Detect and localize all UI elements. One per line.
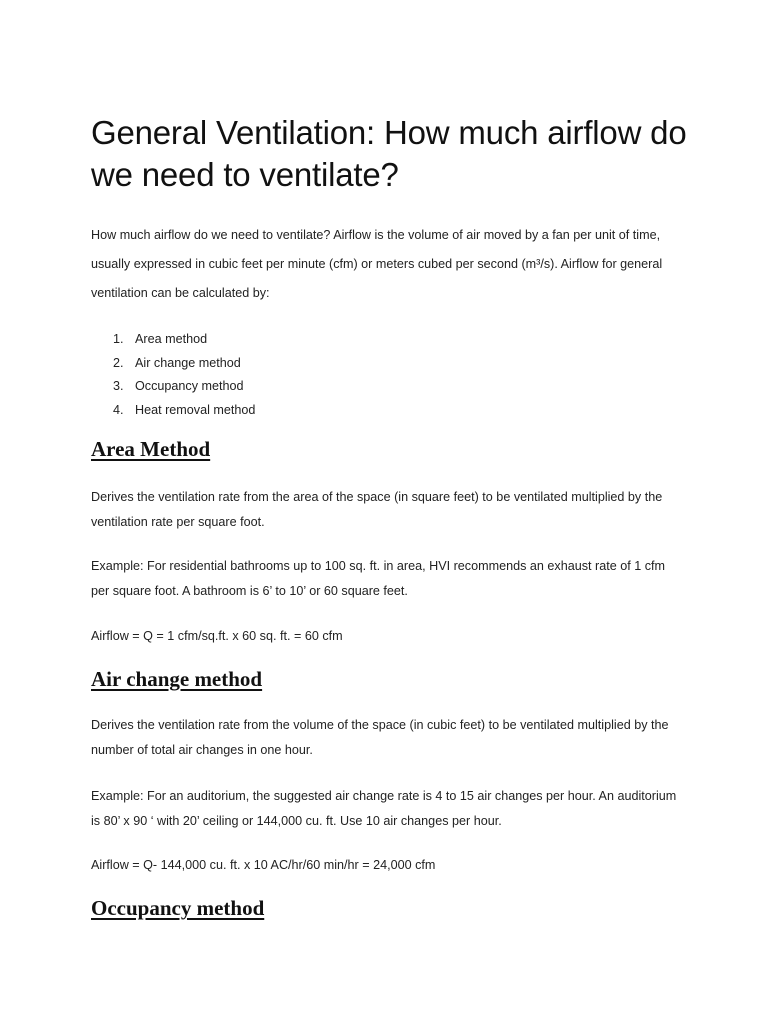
- area-method-example: Example: For residential bathrooms up to 100 sq. ft. in area, HVI recommends an exhaust rate of 1 cfm per square foot. A bathroom is 6’ to 10’ or 60 square feet.: [91, 559, 665, 598]
- area-method-formula: Airflow = Q = 1 cfm/sq.ft. x 60 sq. ft. = 60 cfm: [91, 629, 343, 643]
- air-change-method-heading: Air change method: [91, 667, 263, 691]
- list-item-label: Area method: [135, 332, 208, 346]
- list-item: [91, 400, 255, 424]
- list-item: [91, 353, 255, 377]
- list-item-number: 2.: [113, 355, 124, 370]
- list-item-label: Heat removal method: [135, 402, 256, 417]
- air-change-method-formula: Airflow = Q- 144,000 cu. ft. x 10 AC/hr/60 min/hr = 24,000 cfm: [91, 858, 436, 872]
- list-item: [91, 329, 255, 353]
- intro-paragraph: How much airflow do we need to ventilate? Airflow is the volume of air moved by a fan per unit of time, usually expressed in cubic feet per minute (cfm) or meters cubed per second (m³/s). Airflow for general ventilation can be calculated by:: [91, 228, 663, 300]
- area-method-description: Derives the ventilation rate from the area of the space (in square feet) to be ventilated multiplied by the ventilation rate per square foot.: [91, 490, 663, 529]
- air-change-method-example: Example: For an auditorium, the suggested air change rate is 4 to 15 air changes per hour. An auditorium is 80’ x 90 ‘ with 20’ ceiling or 144,000 cu. ft. Use 10 air changes per hour.: [91, 789, 677, 828]
- list-item-label: Occupancy method: [135, 379, 244, 393]
- occupancy-method-heading: Occupancy method: [91, 896, 265, 920]
- list-item-number: 4.: [113, 402, 124, 417]
- methods-list: [91, 329, 255, 423]
- list-item-number: 3.: [113, 379, 124, 393]
- area-method-heading: Area Method: [91, 437, 211, 461]
- list-item: [91, 376, 255, 400]
- list-item-label: Air change method: [135, 355, 241, 370]
- list-item-number: 1.: [113, 332, 124, 346]
- air-change-method-description: Derives the ventilation rate from the volume of the space (in cubic feet) to be ventilated multiplied by the number of total air changes in one hour.: [91, 718, 669, 757]
- document-title: General Ventilation: How much airflow do we need to ventilate?: [91, 114, 687, 193]
